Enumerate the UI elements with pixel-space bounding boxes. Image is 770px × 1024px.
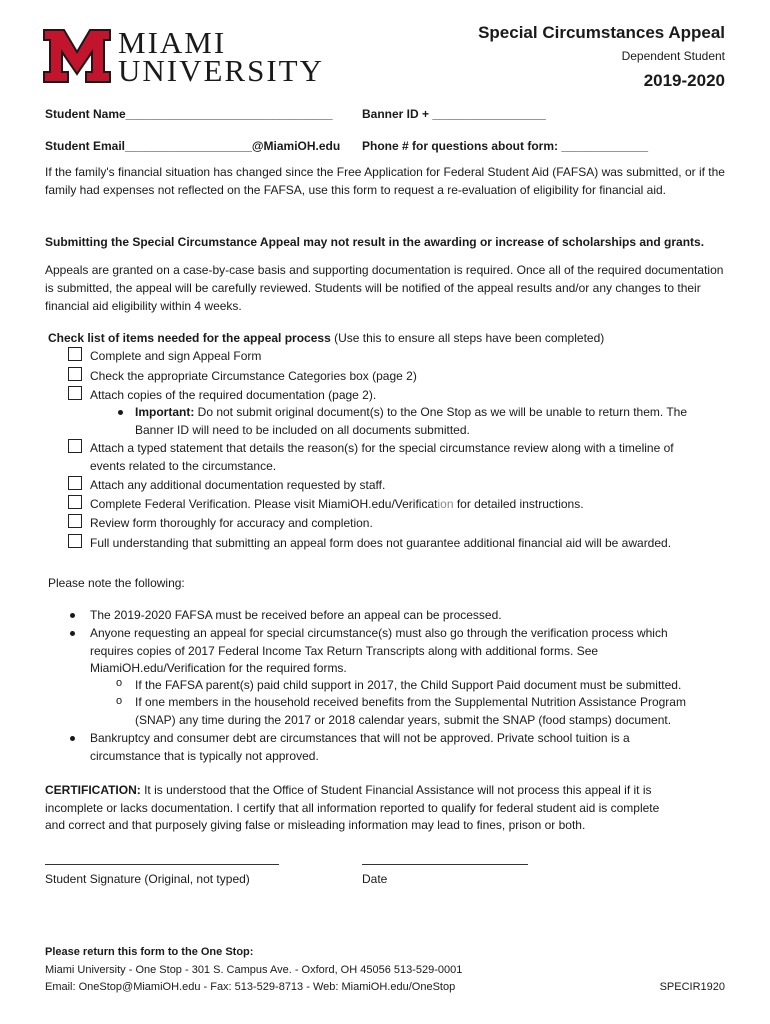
bullet-icon: [70, 736, 75, 741]
certification-label: CERTIFICATION:: [45, 783, 141, 797]
sub-bullet-marker: o: [116, 695, 123, 707]
form-year: 2019-2020: [643, 71, 725, 90]
form-header: [478, 22, 725, 91]
note-bullet-2-line1: Anyone requesting an appeal for special circumstance(s) must also go through the verification process which: [90, 626, 668, 640]
appeals-paragraph: Appeals are granted on a case-by-case basis and supporting documentation is required. Once all of the required documentation is submitted, the appeal will be carefully reviewed. Students will be notified of the appeal results and/or any changes to their financial aid eligibility within 4 weeks.: [45, 263, 724, 313]
important-text: Do not submit original document(s) to the One Stop as we will be unable to return them. The: [194, 405, 688, 419]
important-label: Important:: [135, 405, 195, 419]
note-bullet-3-line1: Bankruptcy and consumer debt are circumstances that will not be approved. Private school tuition is a: [90, 731, 630, 745]
note-sub-bullet-2-line1: If one members in the household received benefits from the Supplemental Nutrition Assistance Program: [135, 695, 686, 709]
important-note: [135, 403, 687, 421]
form-subtitle: Dependent Student: [621, 49, 725, 63]
signature-label: Student Signature (Original, not typed): [45, 872, 250, 886]
certification-line2: incomplete or lacks documentation. I certify that all information reported to qualify for federal student aid is complete: [45, 801, 660, 815]
note-sub-bullet-2-line2: (SNAP) any time during the 2017 or 2018 calendar years, submit the SNAP (food stamps) document.: [135, 713, 672, 727]
checklist-item-label: Check the appropriate Circumstance Categories box (page 2): [90, 369, 417, 383]
note-bullet-2-line3: MiamiOH.edu/Verification for the required forms.: [90, 661, 347, 675]
logo-line-miami: MIAMI: [118, 25, 227, 60]
checklist-item-label: Complete and sign Appeal Form: [90, 349, 262, 363]
checkbox[interactable]: [68, 367, 82, 381]
note-sub-bullet-1: If the FAFSA parent(s) paid child support in 2017, the Child Support Paid document must be submitted.: [135, 678, 682, 692]
form-title: Special Circumstances Appeal: [478, 23, 725, 42]
date-line[interactable]: [362, 864, 528, 865]
bullet-icon: [70, 613, 75, 618]
signature-line[interactable]: [45, 864, 279, 865]
checkbox[interactable]: [68, 386, 82, 400]
footer-address: Miami University - One Stop - 301 S. Campus Ave. - Oxford, OH 45056 513-529-0001: [45, 964, 463, 976]
note-bullet-2-line2: requires copies of 2017 Federal Income Tax Return Transcripts along with additional forms. See: [90, 644, 599, 658]
date-label: Date: [362, 872, 388, 886]
checklist-item-label: Full understanding that submitting an appeal form does not guarantee additional financial aid will be awarded.: [90, 536, 672, 550]
checkbox[interactable]: [68, 534, 82, 548]
checklist-heading-bold: Check list of items needed for the appeal process: [48, 331, 331, 345]
checklist-heading-note: (Use this to ensure all steps have been completed): [334, 331, 605, 345]
checkbox[interactable]: [68, 347, 82, 361]
form-code: SPECIR1920: [659, 981, 725, 993]
note-bullet-1: The 2019-2020 FAFSA must be received before an appeal can be processed.: [90, 608, 502, 622]
checklist-heading: [48, 329, 604, 347]
sub-bullet-marker: o: [116, 677, 123, 689]
scholarship-notice: Submitting the Special Circumstance Appeal may not result in the awarding or increase of scholarships and grants.: [45, 235, 705, 249]
checkbox[interactable]: [68, 476, 82, 490]
important-note-cont: Banner ID will need to be included on all documents submitted.: [135, 423, 470, 437]
checkbox[interactable]: [68, 439, 82, 453]
miami-m-logo-icon: [42, 28, 112, 84]
banner-id-field[interactable]: Banner ID + _________________: [362, 107, 546, 121]
checklist-item-cont: events related to the circumstance.: [90, 459, 277, 473]
checkbox[interactable]: [68, 514, 82, 528]
checklist-item-label: Attach a typed statement that details the reason(s) for the special circumstance review along with a timeline of: [90, 441, 674, 455]
certification-line1: CERTIFICATION: It is understood that the Office of Student Financial Assistance will not process this appeal if it is: [45, 783, 652, 797]
checklist-item-label: Review form thoroughly for accuracy and completion.: [90, 516, 373, 530]
checklist-item-label: Attach any additional documentation requested by staff.: [90, 478, 386, 492]
student-name-field[interactable]: Student Name_______________________________: [45, 107, 333, 121]
checklist-item-label: Attach copies of the required documentation (page 2).: [90, 388, 377, 402]
note-bullet-3-line2: circumstance that is typically not approved.: [90, 749, 319, 763]
bullet-icon: [118, 410, 123, 415]
checkbox[interactable]: [68, 495, 82, 509]
phone-field[interactable]: Phone # for questions about form: _____________: [362, 139, 649, 153]
student-email-field[interactable]: Student Email___________________@MiamiOH.edu: [45, 139, 341, 153]
bullet-icon: [70, 631, 75, 636]
checklist-item-label: Complete Federal Verification. Please visit MiamiOH.edu/Verification for detailed instructions.: [90, 497, 584, 511]
intro-paragraph: If the family's financial situation has changed since the Free Application for Federal Student Aid (FAFSA) was submitted, or if the family had expenses not reflected on the FAFSA, use this form to request a re-evaluation of eligibility for financial aid.: [45, 165, 725, 197]
certification-line3: and correct and that purposely giving false or misleading information may lead to fines, prison or both.: [45, 818, 586, 832]
return-instructions: Please return this form to the One Stop:: [45, 946, 254, 958]
footer-contact: Email: OneStop@MiamiOH.edu - Fax: 513-529-8713 - Web: MiamiOH.edu/OneStop: [45, 981, 456, 993]
logo-line-university: UNIVERSITY: [118, 53, 324, 88]
miami-university-logo: [42, 25, 324, 88]
please-note-heading: Please note the following:: [48, 576, 185, 590]
